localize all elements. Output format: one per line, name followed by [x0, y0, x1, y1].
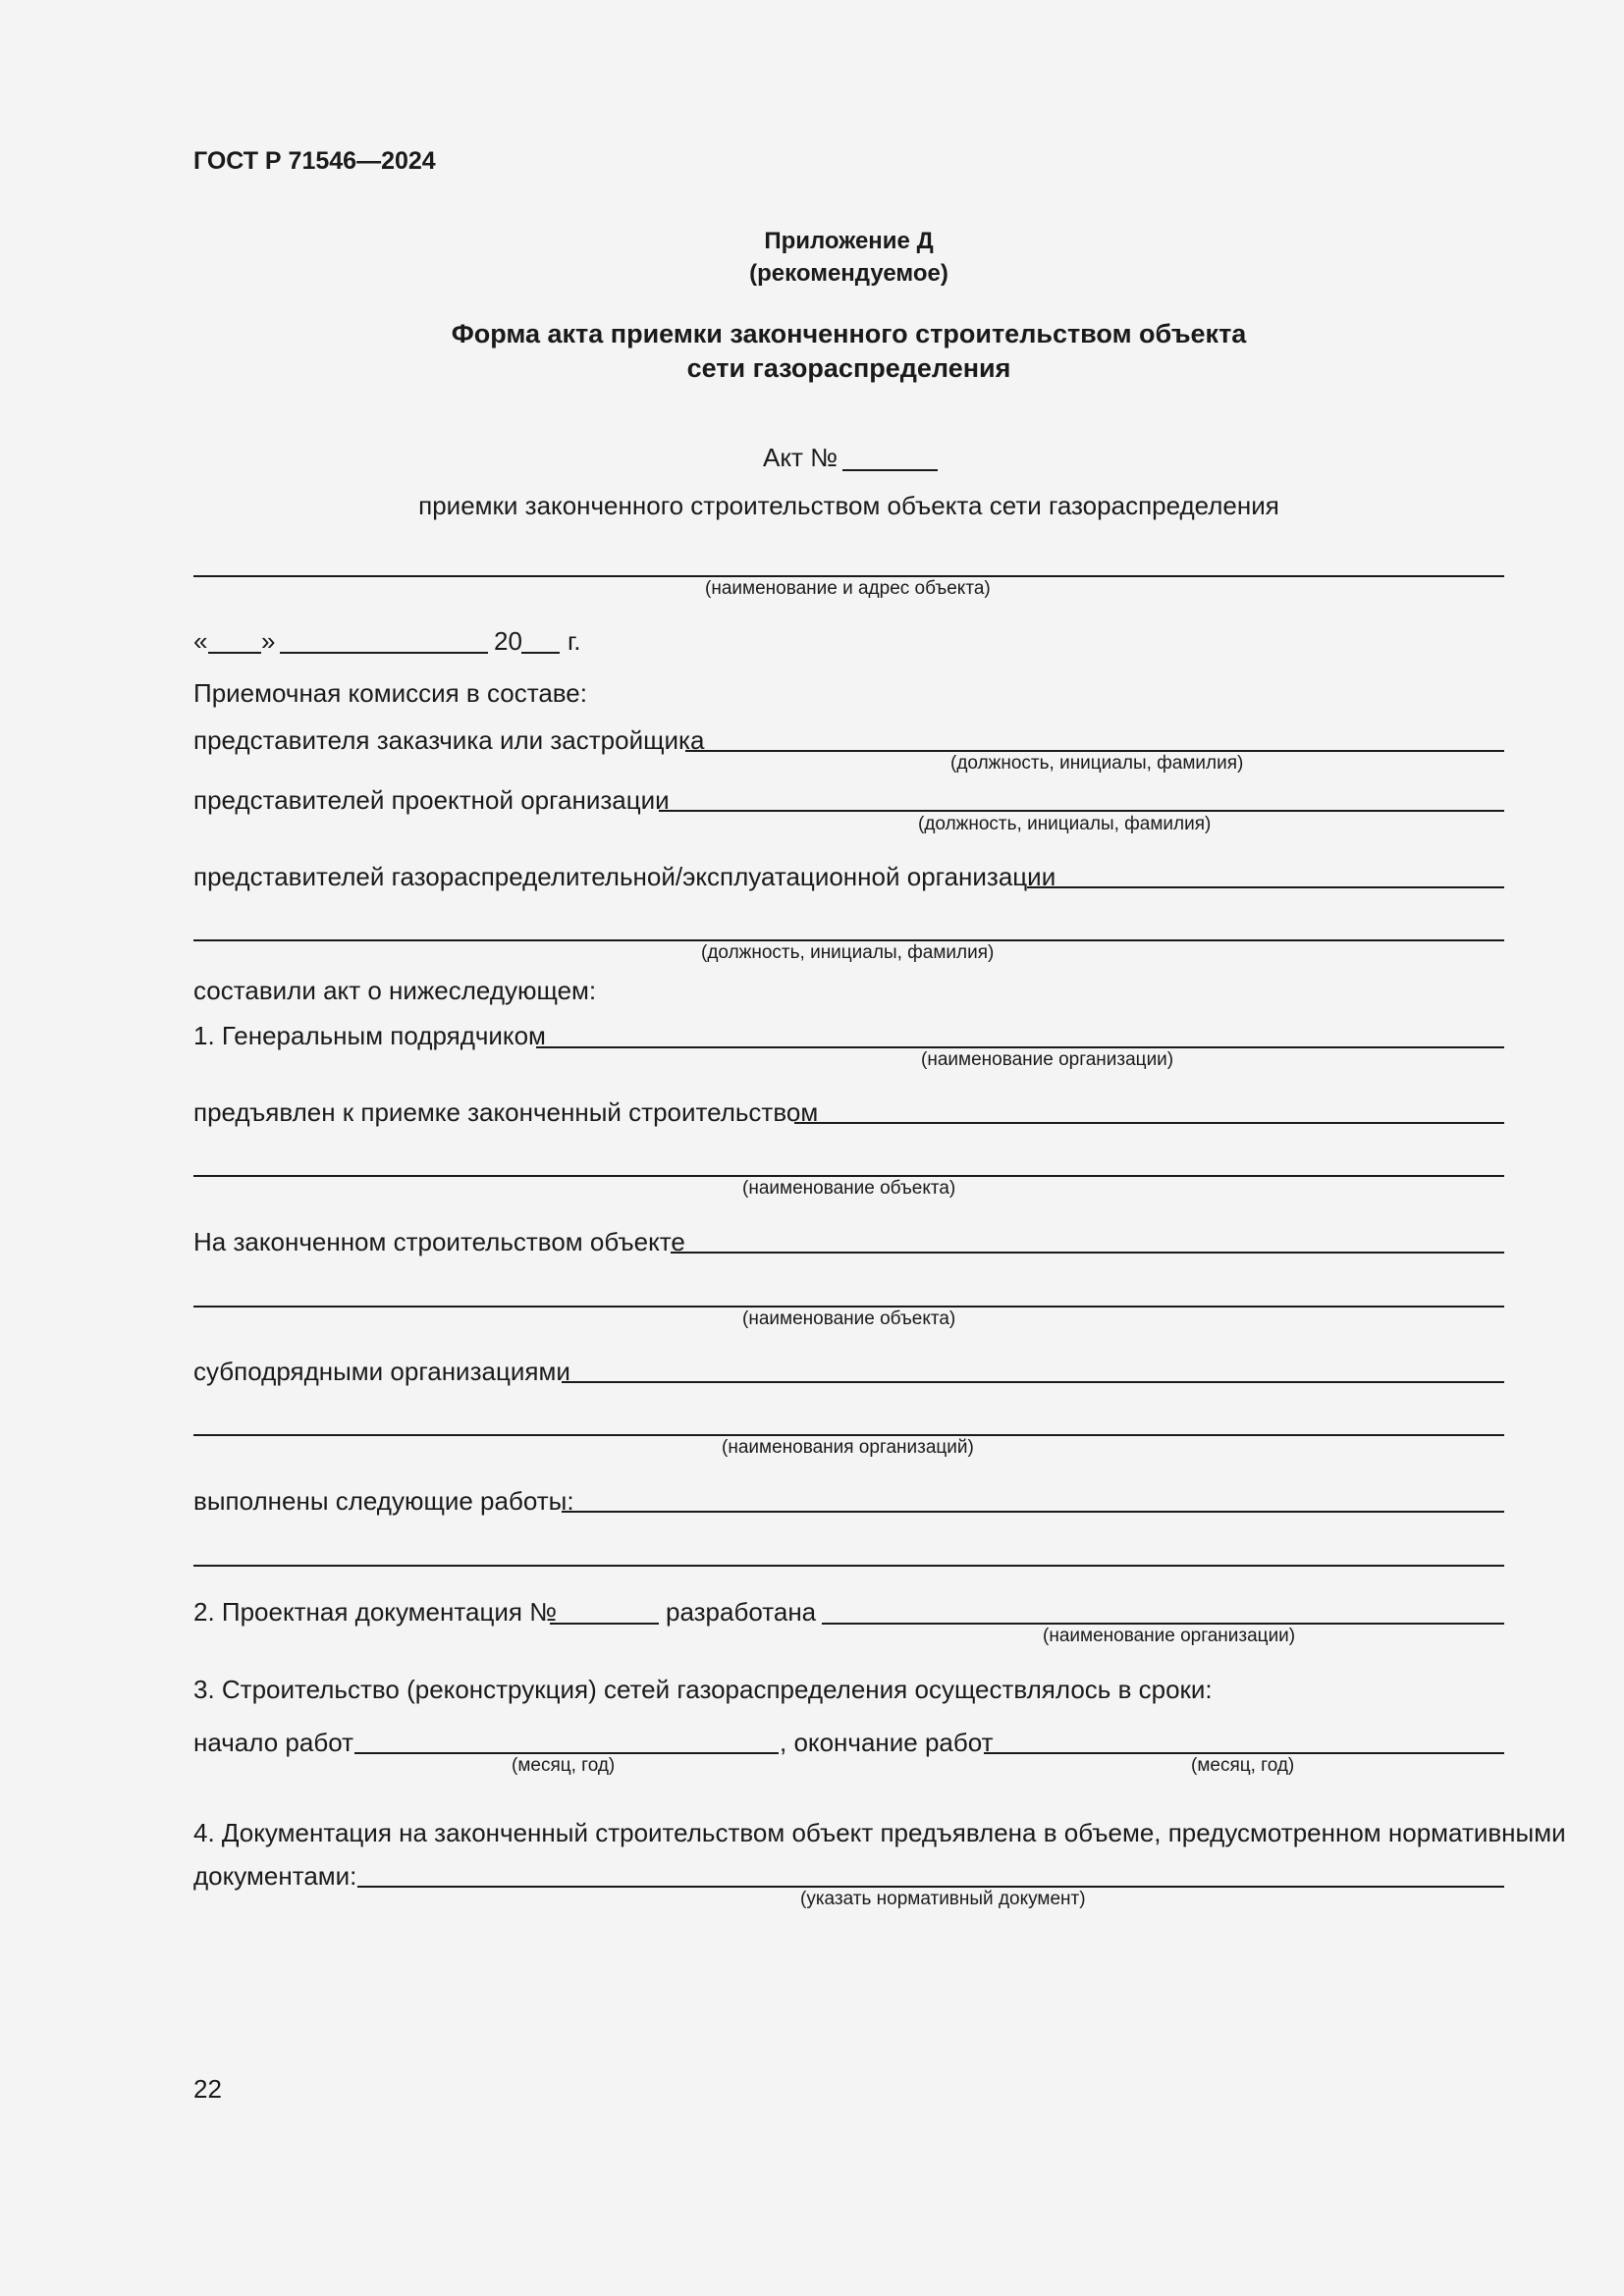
design-reps-label: представителей проектной организации	[193, 785, 670, 815]
page-number: 22	[193, 2074, 222, 2104]
contractor-field[interactable]	[536, 1046, 1504, 1048]
start-date-field[interactable]	[354, 1752, 779, 1754]
drew-up-label: составили акт о нижеследующем:	[193, 976, 597, 1005]
construction-terms-label: 3. Строительство (реконструкция) сетей газораспределения осуществлялось в сроки:	[193, 1675, 1213, 1704]
gas-reps-field[interactable]	[1027, 886, 1504, 888]
end-label: , окончание работ	[780, 1728, 994, 1757]
design-doc-number-field[interactable]	[550, 1623, 659, 1625]
gas-reps-field-line2[interactable]	[193, 939, 1504, 941]
customer-rep-field[interactable]	[685, 750, 1504, 752]
act-number-field[interactable]	[842, 469, 938, 471]
subcontractors-field-line2[interactable]	[193, 1434, 1504, 1436]
on-object-field[interactable]	[671, 1252, 1504, 1254]
caption-object-address: (наименование и адрес объекта)	[705, 578, 991, 599]
subcontractors-field[interactable]	[562, 1381, 1504, 1383]
caption-object-name-2: (наименование объекта)	[742, 1308, 956, 1329]
caption-org-name-2: (наименование организации)	[1043, 1626, 1296, 1646]
customer-rep-label: представителя заказчика или застройщика	[193, 725, 705, 755]
on-object-label: На законченном строительством объекте	[193, 1227, 685, 1256]
caption-month-year-1: (месяц, год)	[512, 1755, 616, 1776]
presented-label: предъявлен к приемке законченный строительством	[193, 1097, 819, 1127]
standard-designation: ГОСТ Р 71546—2024	[193, 147, 436, 175]
object-address-field[interactable]	[193, 575, 1504, 577]
gas-reps-label: представителей газораспределительной/эксплуатационной организации	[193, 862, 1056, 891]
presented-field[interactable]	[794, 1122, 1504, 1124]
documentation-label-line2: документами:	[193, 1861, 357, 1891]
date-suffix: г.	[568, 626, 581, 656]
developer-org-field[interactable]	[822, 1623, 1504, 1625]
documentation-label-line1: 4. Документация на законченный строительством объект предъявлена в объеме, предусмотренном нормативными	[193, 1818, 1566, 1847]
caption-org-name-1: (наименование организации)	[921, 1049, 1174, 1070]
caption-object-name-1: (наименование объекта)	[742, 1178, 956, 1199]
act-number-label: Акт №	[763, 443, 839, 472]
act-subtitle: приемки законченного строительством объекта сети газораспределения	[418, 491, 1279, 520]
caption-position-3: (должность, инициалы, фамилия)	[701, 942, 995, 963]
design-reps-field[interactable]	[659, 810, 1504, 812]
caption-normative-doc: (указать нормативный документ)	[800, 1889, 1086, 1909]
date-year-prefix: 20	[494, 626, 522, 656]
end-date-field[interactable]	[984, 1752, 1504, 1754]
date-year-field[interactable]	[521, 652, 560, 654]
contractor-label: 1. Генеральным подрядчиком	[193, 1021, 546, 1050]
design-doc-label: 2. Проектная документация №	[193, 1597, 558, 1627]
date-close-quote: »	[261, 626, 276, 656]
date-open-quote: «	[193, 626, 208, 656]
commission-label: Приемочная комиссия в составе:	[193, 678, 587, 708]
caption-position-1: (должность, инициалы, фамилия)	[950, 753, 1244, 774]
subcontractors-label: субподрядными организациями	[193, 1357, 570, 1386]
works-field-line2[interactable]	[193, 1565, 1504, 1567]
form-title-line1: Форма акта приемки законченного строительством объекта	[451, 319, 1247, 348]
caption-position-2: (должность, инициалы, фамилия)	[918, 814, 1212, 834]
presented-field-line2[interactable]	[193, 1175, 1504, 1177]
caption-month-year-2: (месяц, год)	[1191, 1755, 1295, 1776]
works-field[interactable]	[562, 1511, 1504, 1513]
start-label: начало работ	[193, 1728, 354, 1757]
date-day-field[interactable]	[208, 652, 261, 654]
caption-org-names: (наименования организаций)	[722, 1437, 974, 1458]
date-month-field[interactable]	[280, 652, 488, 654]
appendix-status: (рекомендуемое)	[749, 260, 948, 287]
normative-doc-field[interactable]	[357, 1886, 1504, 1888]
developed-label: разработана	[666, 1597, 817, 1627]
form-title-line2: сети газораспределения	[686, 353, 1011, 383]
works-label: выполнены следующие работы:	[193, 1486, 574, 1516]
appendix-name: Приложение Д	[764, 228, 934, 254]
on-object-field-line2[interactable]	[193, 1306, 1504, 1308]
